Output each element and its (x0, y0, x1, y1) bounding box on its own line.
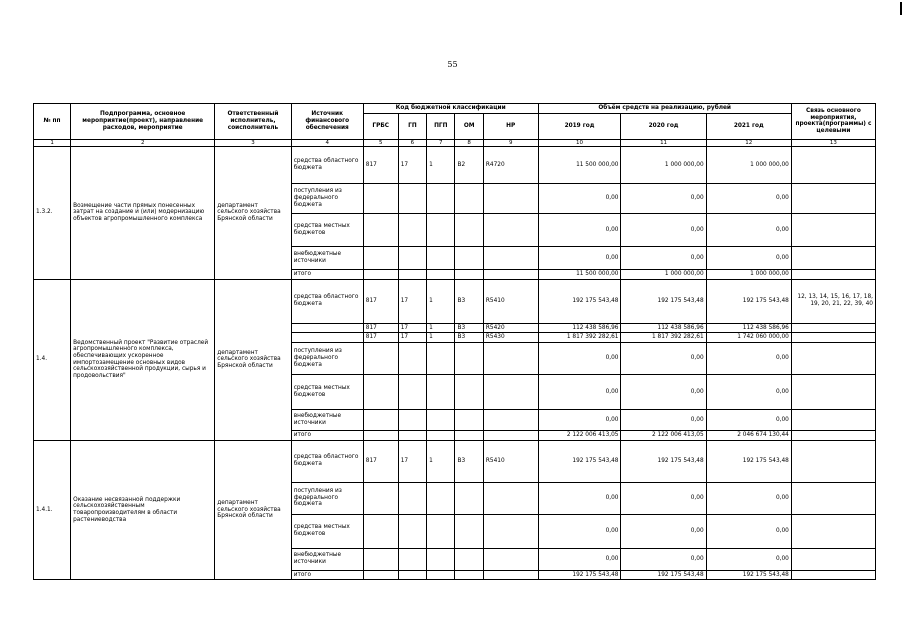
index-cell: 12 (706, 139, 791, 146)
index-cell: 3 (215, 139, 291, 146)
source-cell: внебюджетные источники (291, 246, 363, 269)
program-name: Ведомственный проект "Развитие отраслей агропромышленного комплекса, обеспечивающих ускоренное импортозамещение основных видов сельскохозяйственной продукции, сырья и продовольствия" (71, 279, 215, 440)
index-cell: 2 (71, 139, 215, 146)
value-2019: 1 817 392 282,61 (538, 333, 621, 343)
row-number: 1.4.1. (34, 440, 71, 580)
page-number: 55 (447, 60, 458, 69)
source-cell: средства местных бюджетов (291, 213, 363, 246)
total-2020: 192 175 543,48 (621, 570, 706, 580)
value-2019: 11 500 000,00 (538, 146, 621, 183)
value-2019: 112 438 586,96 (538, 323, 621, 333)
header-2021: 2021 год (706, 113, 791, 139)
source-cell: поступления из федерального бюджета (291, 482, 363, 514)
index-row (34, 139, 876, 146)
pgp-cell: 1 (427, 146, 455, 183)
source-cell: итого (291, 430, 363, 440)
value-2019: 192 175 543,48 (538, 279, 621, 323)
index-cell: 4 (291, 139, 363, 146)
pgp-cell: 1 (427, 279, 455, 323)
gp-cell: 17 (398, 440, 426, 482)
grbs-cell: 817 (363, 146, 398, 183)
row-number: 1.4. (34, 279, 71, 440)
source-cell: средства областного бюджета (291, 440, 363, 482)
value-2021: 0,00 (706, 374, 791, 409)
index-cell: 1 (34, 139, 71, 146)
value-2019: 0,00 (538, 183, 621, 213)
header-volume-group: Объём средств на реализацию, рублей (538, 104, 791, 114)
value-2020: 0,00 (621, 548, 706, 570)
source-cell: итого (291, 269, 363, 279)
value-2019: 0,00 (538, 548, 621, 570)
value-2020: 0,00 (621, 409, 706, 430)
value-2021: 192 175 543,48 (706, 440, 791, 482)
value-2021: 112 438 586,96 (706, 323, 791, 333)
index-cell: 7 (427, 139, 455, 146)
value-2019: 192 175 543,48 (538, 440, 621, 482)
value-2021: 192 175 543,48 (706, 279, 791, 323)
value-2019: 0,00 (538, 342, 621, 374)
value-2021: 1 742 060 000,00 (706, 333, 791, 343)
value-2020: 0,00 (621, 514, 706, 548)
gp-cell: 17 (398, 323, 426, 333)
header-num: № пп (34, 104, 71, 140)
index-cell: 5 (363, 139, 398, 146)
source-cell: средства местных бюджетов (291, 514, 363, 548)
nr-cell: R5410 (483, 279, 538, 323)
program-name: Возмещение части прямых понесенных затрат на создание и (или) модернизацию объектов агропромышленного комплекса (71, 146, 215, 279)
header-gp: ГП (398, 113, 426, 139)
value-2020: 0,00 (621, 482, 706, 514)
value-2021: 0,00 (706, 246, 791, 269)
source-cell: внебюджетные источники (291, 548, 363, 570)
om-cell: В3 (455, 333, 483, 343)
index-cell: 6 (398, 139, 426, 146)
index-cell: 11 (621, 139, 706, 146)
pgp-cell: 1 (427, 323, 455, 333)
total-2019: 2 122 006 413,05 (538, 430, 621, 440)
header-code-group: Код бюджетной классификации (363, 104, 538, 114)
grbs-cell: 817 (363, 440, 398, 482)
program-name: Оказание несвязанной поддержки сельскохозяйственным товаропроизводителям в области растениеводства (71, 440, 215, 580)
om-cell: В3 (455, 323, 483, 333)
responsible-cell: департамент сельского хозяйства Брянской области (215, 440, 291, 580)
nr-cell: R5430 (483, 333, 538, 343)
index-cell: 8 (455, 139, 483, 146)
budget-table (33, 103, 876, 580)
nr-cell: R5410 (483, 440, 538, 482)
grbs-cell: 817 (363, 333, 398, 343)
value-2021: 1 000 000,00 (706, 146, 791, 183)
total-2021: 192 175 543,48 (706, 570, 791, 580)
gp-cell: 17 (398, 279, 426, 323)
total-2019: 11 500 000,00 (538, 269, 621, 279)
value-2020: 1 817 392 282,61 (621, 333, 706, 343)
header-links: Связь основного мероприятия, проекта(программы) с целевыми (791, 104, 875, 140)
om-cell: В3 (455, 440, 483, 482)
value-2019: 0,00 (538, 213, 621, 246)
source-cell: средства областного бюджета (291, 146, 363, 183)
source-cell: поступления из федерального бюджета (291, 342, 363, 374)
total-2021: 1 000 000,00 (706, 269, 791, 279)
gp-cell: 17 (398, 146, 426, 183)
table-row (34, 279, 876, 323)
om-cell: В2 (455, 146, 483, 183)
links-cell: 12, 13, 14, 15, 16, 17, 18, 19, 20, 21, 22, 39, 40 (791, 279, 875, 323)
source-cell: итого (291, 570, 363, 580)
header-om: ОМ (455, 113, 483, 139)
source-cell: поступления из федерального бюджета (291, 183, 363, 213)
pgp-cell: 1 (427, 333, 455, 343)
index-cell: 9 (483, 139, 538, 146)
value-2020: 1 000 000,00 (621, 146, 706, 183)
table-row (34, 440, 876, 482)
gp-cell: 17 (398, 333, 426, 343)
responsible-cell: департамент сельского хозяйства Брянской области (215, 146, 291, 279)
index-cell: 13 (791, 139, 875, 146)
source-cell: внебюджетные источники (291, 409, 363, 430)
header-pgp: ПГП (427, 113, 455, 139)
total-2019: 192 175 543,48 (538, 570, 621, 580)
index-cell: 10 (538, 139, 621, 146)
value-2021: 0,00 (706, 342, 791, 374)
header-source: Источник финансового обеспечения (291, 104, 363, 140)
value-2020: 0,00 (621, 246, 706, 269)
total-2020: 2 122 006 413,05 (621, 430, 706, 440)
value-2020: 0,00 (621, 213, 706, 246)
header-program: Подпрограмма, основное мероприятие(проект), направление расходов, мероприятие (71, 104, 215, 140)
grbs-cell: 817 (363, 323, 398, 333)
nr-cell: R5420 (483, 323, 538, 333)
value-2020: 192 175 543,48 (621, 440, 706, 482)
value-2019: 0,00 (538, 482, 621, 514)
value-2021: 0,00 (706, 183, 791, 213)
value-2021: 0,00 (706, 514, 791, 548)
source-cell: средства областного бюджета (291, 279, 363, 323)
row-number: 1.3.2. (34, 146, 71, 279)
links-cell (791, 146, 875, 183)
value-2019: 0,00 (538, 246, 621, 269)
source-cell: средства местных бюджетов (291, 374, 363, 409)
pgp-cell: 1 (427, 440, 455, 482)
value-2021: 0,00 (706, 482, 791, 514)
value-2019: 0,00 (538, 409, 621, 430)
page-edge-mark (900, 2, 902, 15)
nr-cell: R4720 (483, 146, 538, 183)
total-2020: 1 000 000,00 (621, 269, 706, 279)
value-2019: 0,00 (538, 514, 621, 548)
value-2019: 0,00 (538, 374, 621, 409)
value-2020: 0,00 (621, 183, 706, 213)
value-2020: 192 175 543,48 (621, 279, 706, 323)
total-2021: 2 046 674 130,44 (706, 430, 791, 440)
header-responsible: Ответственный исполнитель, соисполнитель (215, 104, 291, 140)
grbs-cell: 817 (363, 279, 398, 323)
value-2020: 0,00 (621, 342, 706, 374)
value-2020: 0,00 (621, 374, 706, 409)
om-cell: В3 (455, 279, 483, 323)
value-2021: 0,00 (706, 213, 791, 246)
header-2019: 2019 год (538, 113, 621, 139)
header-grbs: ГРБС (363, 113, 398, 139)
responsible-cell: департамент сельского хозяйства Брянской области (215, 279, 291, 440)
table-row (34, 146, 876, 183)
value-2020: 112 438 586,96 (621, 323, 706, 333)
header-nr: НР (483, 113, 538, 139)
value-2021: 0,00 (706, 548, 791, 570)
header-2020: 2020 год (621, 113, 706, 139)
value-2021: 0,00 (706, 409, 791, 430)
